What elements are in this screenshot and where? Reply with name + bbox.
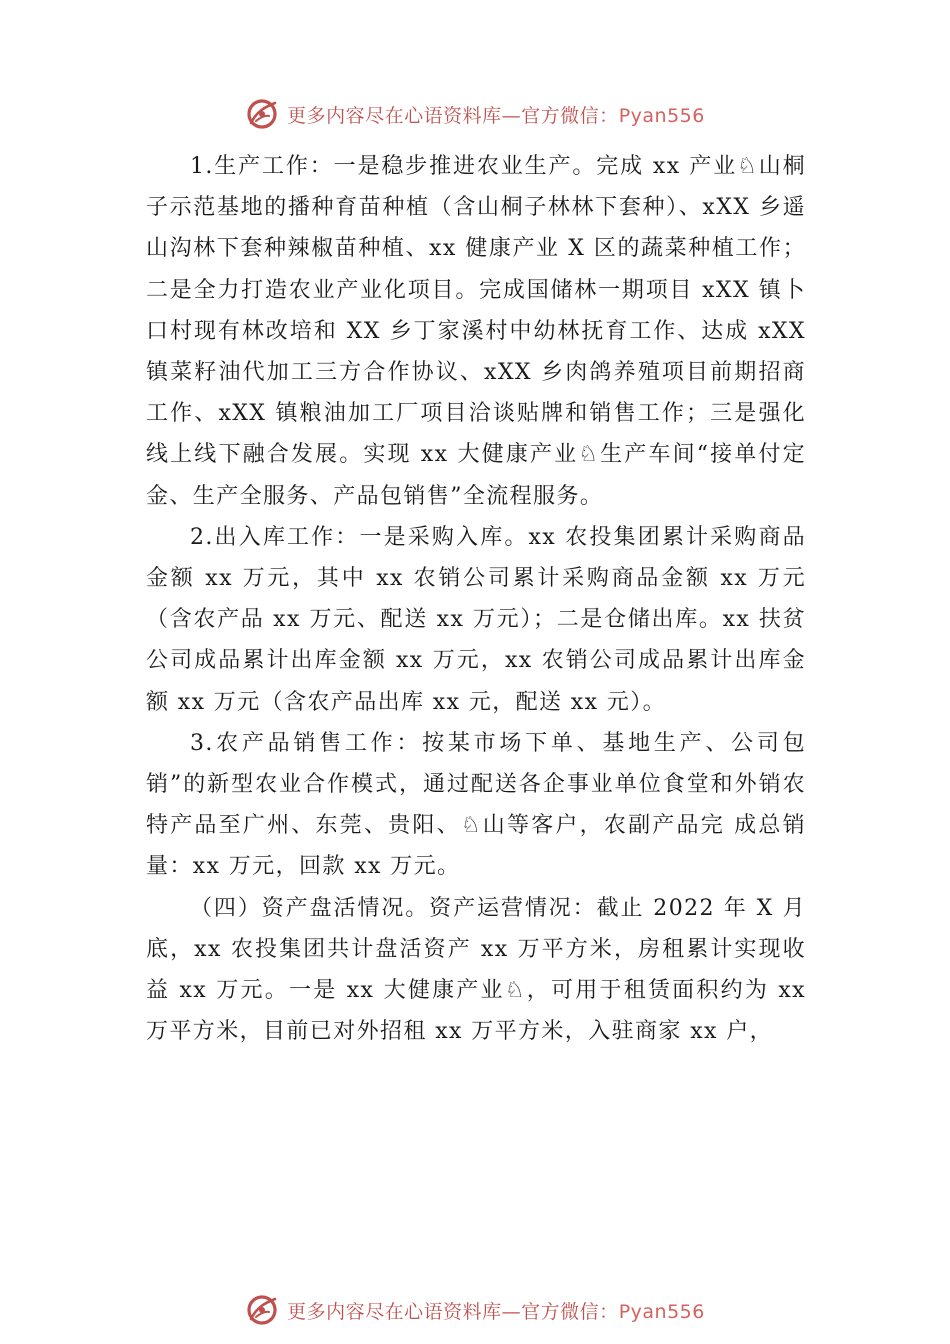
banner-title [287,1297,705,1324]
banner-site-text: 更多内容尽在心语资料库— [287,104,522,127]
paragraph-sales: 3.农产品销售工作：按某市场下单、基地生产、公司包销”的新型农业合作模式，通过配送各企事业单位食堂和外销农特产品至广州、东莞、贵阳、♘山等客户，农副产品完 成总销量：xx 万元，回款 xx 万元。 [146,730,806,880]
banner-wechat-label: 官方微信： [521,104,619,127]
banner-wechat-id: Pyan556 [618,1300,705,1323]
paragraph-assets: （四）资产盘活情况。资产运营情况：截止 2022 年 X 月底，xx 农投集团共计盘活资产 xx 万平方米，房租累计实现收益 xx 万元。一是 xx 大健康产业♘，可用于租赁面积约为 xx 万平方米，目前已对外招租 xx 万平方米，入驻商家 xx 户， [146,895,806,1045]
paragraph-warehouse: 2.出入库工作：一是采购入库。xx 农投集团累计采购商品金额 xx 万元，其中 xx 农销公司累计采购商品金额 xx 万元（含农产品 xx 万元、配送 xx 万元）；二是仓储出库。xx 扶贫公司成品累计出库金额 xx 万元，xx 农销公司成品累计出库金额 xx 万元（含农产品出库 xx 元，配送 xx 元）。 [146,524,806,715]
footer-banner [0,1290,950,1330]
brush-swirl-logo-icon [245,97,279,131]
banner-title [287,101,705,128]
document-body [146,146,806,1052]
paragraph-production: 1.生产工作：一是稳步推进农业生产。完成 xx 产业♘山桐子示范基地的播种育苗种植（含山桐子林林下套种）、xXX 乡遥山沟林下套种辣椒苗种植、xx 健康产业 X 区的蔬菜种植工作；二是全力打造农业产业化项目。完成国储林一期项目 xXX 镇卜口村现有林改培和 XX 乡丁家溪村中幼林抚育工作、达成 xXX 镇菜籽油代加工三方合作协议、xXX 乡肉鸽养殖项目前期招商工作、xXX 镇粮油加工厂项目洽谈贴牌和销售工作；三是强化线上线下融合发展。实现 xx 大健康产业♘生产车间“接单付定金、生产全服务、产品包销售”全流程服务。 [146,154,806,509]
banner-site-text: 更多内容尽在心语资料库— [287,1300,522,1323]
banner-wechat-id: Pyan556 [618,104,705,127]
banner-wechat-label: 官方微信： [521,1300,619,1323]
brush-swirl-logo-icon [245,1293,279,1327]
header-banner [0,94,950,134]
